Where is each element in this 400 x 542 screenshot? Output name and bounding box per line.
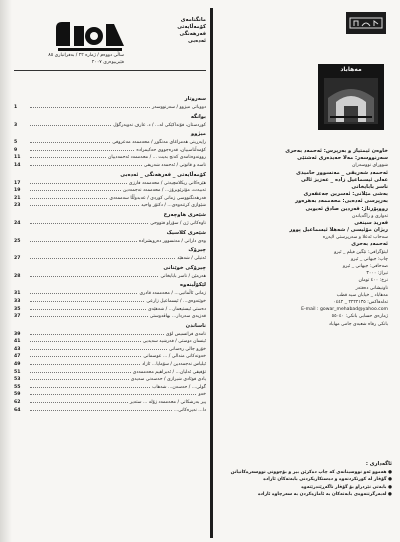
credit-line: تەواری و راگەیاندن bbox=[351, 213, 388, 219]
toc-section-title: ناساندن bbox=[185, 322, 206, 329]
credit-line: نرخ: ٤٠٠ تومان bbox=[358, 278, 388, 284]
toc-leader-dots bbox=[30, 194, 107, 199]
toc-page-number: 14 bbox=[14, 162, 21, 168]
toc-page-number: 62 bbox=[14, 400, 21, 406]
toc-entry[interactable] bbox=[14, 312, 206, 320]
credit-line: صەحافی: جیهانی _ ئیرو bbox=[342, 264, 388, 269]
toc-section-title: چیرۆکی خوێنانی bbox=[163, 264, 206, 271]
toc-leader-dots bbox=[30, 146, 134, 151]
toc-entry[interactable] bbox=[14, 272, 206, 280]
toc-page-number: 25 bbox=[14, 238, 21, 244]
toc-entry-title: خوێنەوەی... / ئیسماعیل زارعی bbox=[146, 298, 206, 304]
toc-section-title: بوانگە bbox=[190, 113, 206, 120]
toc-page-number: 64 bbox=[14, 407, 21, 413]
credit-line: ئەحمەد بەحری bbox=[351, 241, 388, 248]
credit-line: سەرنووسەر: مەلا حەیدەری ئەشتێی bbox=[297, 155, 388, 162]
toc-entry[interactable] bbox=[14, 297, 206, 305]
toc-leader-dots bbox=[30, 337, 141, 342]
toc-page-number: 11 bbox=[14, 155, 21, 161]
toc-entry[interactable] bbox=[14, 138, 206, 146]
toc-entry-title: خەو bbox=[198, 392, 206, 398]
toc-leader-dots bbox=[30, 312, 148, 317]
toc-entry[interactable] bbox=[14, 345, 206, 353]
toc-leader-dots bbox=[30, 375, 129, 380]
toc-leader-dots bbox=[30, 103, 150, 108]
toc-page-number: 55 bbox=[14, 384, 21, 390]
toc-entry-title: روونەوەنامەی کەنج بەیت ... / محەممەد ئەحمەدییان bbox=[107, 155, 206, 161]
toc-entry-title: ئینسان دوستی / فەرشید سەیدیی bbox=[142, 339, 206, 345]
toc-page-number: 39 bbox=[14, 331, 21, 337]
credit-line: فەرید سینغی bbox=[354, 219, 388, 226]
note-line: ● هەموو ئەو نووسینانەی کە چاپ دەکرێن بیر و بۆچوونی نووسەرەکانیانن bbox=[230, 470, 392, 475]
credits-column bbox=[216, 8, 392, 538]
toc-entry-title: دەستی ئیستیعمار... / شەهێدی bbox=[148, 306, 206, 312]
toc-entry[interactable] bbox=[14, 337, 206, 345]
toc-leader-dots bbox=[30, 179, 127, 184]
toc-leader-dots bbox=[30, 305, 146, 310]
toc-page-number: 1 bbox=[14, 105, 18, 110]
toc-page-number: 9 bbox=[14, 147, 18, 153]
toc-entry[interactable] bbox=[14, 254, 206, 262]
credit-line: ژمارەی حسابی بانکی: ٥٥٠٤٠ bbox=[331, 314, 388, 320]
toc-section-title: سەروتار bbox=[184, 96, 206, 102]
toc-leader-dots bbox=[30, 345, 167, 350]
toc-page-number: 17 bbox=[14, 180, 21, 186]
toc-entry[interactable] bbox=[14, 406, 206, 414]
credit-line: چاپ: جیهانی _ ئیرو bbox=[350, 256, 388, 262]
toc-entry-title: تۆفیقی ئەلیان... / ئەبراهیم محەممەدی bbox=[132, 369, 206, 375]
toc-entry-title: کوردستان، فۆنداکێکی لە... / د. عارف نەوبەرگۆل bbox=[113, 122, 206, 128]
credit-line: ناونیشانی دەفتەر bbox=[355, 285, 388, 291]
notes-box bbox=[216, 460, 392, 499]
toc-entry[interactable] bbox=[14, 368, 206, 376]
toc-page-number: 27 bbox=[14, 256, 21, 262]
toc-page-number: 31 bbox=[14, 291, 21, 297]
toc-page-number: 23 bbox=[14, 203, 21, 209]
credit-line: E-mail : gowar_mehabad@yahoo.com bbox=[301, 307, 388, 313]
toc-entry[interactable] bbox=[14, 375, 206, 383]
toc-page-number: 33 bbox=[14, 298, 21, 304]
toc-entry[interactable] bbox=[14, 186, 206, 194]
toc-entry-title: یادی فوئادی شیرازی / حەسەنی سەیدی bbox=[130, 377, 206, 383]
cover-title: مەهاباد bbox=[340, 66, 362, 73]
credit-line: ناسر بابایخانی bbox=[351, 183, 388, 190]
toc-section-title: چیرۆک bbox=[188, 247, 206, 254]
credit-line: ئەحمەد شەریفی _ مەنسوور حامیدی bbox=[296, 169, 388, 176]
note-line: ● بابەتی نێردراو بۆ گۆڤار ناگەڕێندرێتەوە bbox=[301, 484, 392, 490]
toc-page-number: 24 bbox=[14, 220, 21, 226]
toc-page-number: 41 bbox=[14, 339, 21, 345]
toc-section-title: شێعری هاوچەرخ bbox=[163, 211, 206, 218]
toc-leader-dots bbox=[30, 289, 137, 294]
toc-page-number: 51 bbox=[14, 369, 21, 375]
toc-entry-title: دا... نەیرەکانی... bbox=[173, 407, 206, 413]
toc-leader-dots bbox=[30, 368, 131, 373]
toc-leader-dots bbox=[30, 254, 175, 259]
credit-line: تیراژ: ٣٠٠٠ bbox=[366, 271, 388, 277]
notes-list bbox=[216, 469, 392, 499]
toc-entry[interactable] bbox=[14, 103, 206, 111]
notes-title: ئاگەداری : bbox=[365, 461, 392, 467]
toc-leader-dots bbox=[30, 297, 144, 302]
toc-leader-dots bbox=[30, 406, 172, 411]
toc-entry-title: دووباتی میژوو / سەرنووسەر bbox=[152, 105, 206, 110]
toc-entry-title: گولی... / حەسەن... شەهاب bbox=[152, 384, 206, 390]
cover-graphic bbox=[318, 64, 384, 130]
publisher-block bbox=[132, 17, 206, 45]
column-divider bbox=[210, 8, 213, 538]
toc-page-number: 53 bbox=[14, 377, 21, 383]
publisher-line: کۆمەڵایەتی bbox=[177, 24, 206, 30]
toc-page-number: 21 bbox=[14, 195, 21, 201]
toc-entry[interactable] bbox=[14, 201, 206, 209]
toc-entry-title: تەبیەت، مۆترێوبرۆز... / محەممەد نەجمەدین bbox=[122, 188, 206, 194]
toc-leader-dots bbox=[30, 383, 150, 388]
toc-page-number: 35 bbox=[14, 306, 21, 312]
toc-entry[interactable] bbox=[14, 390, 206, 398]
toc-entry[interactable] bbox=[14, 352, 206, 360]
toc-entry-title: ناوەکانی ژن / سۆراو فتووحی bbox=[150, 220, 206, 226]
issue-date: فێبرییوەری ٢٠٠٧ bbox=[91, 60, 124, 65]
toc-entry[interactable] bbox=[14, 330, 206, 338]
toc-entry-title: خۆرو جالی رەسانی bbox=[168, 346, 206, 352]
issue-info: ساڵی دووەم / ژمارە ٢٢ / بەفرانباری ٨٥ bbox=[48, 53, 124, 58]
contents-column bbox=[14, 8, 206, 538]
toc-entry[interactable] bbox=[14, 219, 206, 227]
toc-leader-dots bbox=[30, 121, 111, 126]
credit-line: بەشی مێلانی: ئەسرین جەعفەری bbox=[303, 191, 388, 198]
toc-entry-title: ئیلیاس نەجمەدین / سۆمایا... ئازاد bbox=[142, 362, 206, 368]
toc-leader-dots bbox=[30, 186, 121, 191]
toc-leader-dots bbox=[30, 219, 148, 224]
credits-list bbox=[220, 148, 388, 328]
note-line: ● گۆڤار لە کورتکردنەوە و دەستکاریکردنی بابەتەکان ئازادە bbox=[263, 477, 392, 483]
toc-leader-dots bbox=[30, 237, 137, 242]
toc-page-number: 19 bbox=[14, 188, 21, 194]
toc-entry-title: زمانی ئاڵمانیی... / محەممەد قادری bbox=[139, 291, 206, 297]
toc-entry[interactable] bbox=[14, 289, 206, 297]
toc-page-number: 5 bbox=[14, 140, 18, 146]
toc-entry[interactable] bbox=[14, 121, 206, 129]
toc-entry-title: خەونەکانی مندالی / ... عوسمانی bbox=[143, 354, 206, 360]
toc-leader-dots bbox=[30, 330, 164, 335]
toc-page-number: 3 bbox=[14, 122, 18, 128]
toc-entry-title: هێزەکانی ریکلامچیەتی / محەممەد فارزی bbox=[128, 180, 206, 186]
toc-page-number: 28 bbox=[14, 273, 21, 279]
publisher-line: فەرهەنگی bbox=[179, 31, 206, 37]
credit-line: بەرپرسی ئەدەبی: محەممەد بەهرەور bbox=[295, 198, 388, 205]
toc-leader-dots bbox=[30, 138, 110, 143]
credit-line: رووپۆرتاژ: فەردین صادق ئەیوبی bbox=[305, 205, 388, 212]
toc-entry-title: وەی دارانی / مەنسوور دەرویشزادە bbox=[138, 238, 206, 244]
toc-section-title: لێکۆڵینەوە bbox=[180, 282, 206, 289]
toc-section-title: شێعری کلاسیک bbox=[166, 229, 206, 236]
publisher-line: مانگنامەی bbox=[180, 17, 206, 23]
toc-entry-title: قەزیەی سەردار... بهاڤدوستی bbox=[149, 314, 206, 320]
toc-leader-dots bbox=[30, 272, 158, 277]
toc-leader-dots bbox=[30, 398, 128, 403]
toc-entry[interactable] bbox=[14, 305, 206, 313]
header-rule bbox=[14, 70, 206, 71]
credit-line: عەلی ئیسماعیل زادە _ عەزیز ئالی bbox=[300, 176, 388, 183]
toc-entry[interactable] bbox=[14, 161, 206, 169]
toc-entry[interactable] bbox=[14, 360, 206, 368]
toc-leader-dots bbox=[30, 352, 141, 357]
toc-entry-title: راپەڕینی هەمزاغای مەنگوڕ / محەممەد مەعروفی bbox=[112, 140, 206, 146]
toc-leader-dots bbox=[30, 153, 106, 158]
toc-entry-title: ناسە و قانونی / ئەحمەد شەریفی bbox=[143, 162, 206, 168]
toc-entry[interactable] bbox=[14, 398, 206, 406]
credit-line: بانکی رفاه شعبەی جامی مهاباد bbox=[328, 321, 388, 327]
toc-entry[interactable] bbox=[14, 146, 206, 154]
credit-line: مەهاباد _ خیابان سید قطب bbox=[336, 292, 388, 298]
toc-entry-title: فەرهەنگنووسی زمانی کوردی / عەبدوڵڵا سەممەدی bbox=[109, 195, 206, 201]
toc-entry[interactable] bbox=[14, 194, 206, 202]
small-logo bbox=[346, 12, 386, 34]
toc-entry[interactable] bbox=[14, 237, 206, 245]
toc-entry-title: ئەنیلی / شەهێد bbox=[177, 256, 206, 262]
toc-leader-dots bbox=[30, 161, 142, 166]
toc-entry[interactable] bbox=[14, 179, 206, 187]
toc-entry-title: نامەی فرانسیس لۆی bbox=[165, 331, 206, 337]
toc-page-number: 43 bbox=[14, 346, 21, 352]
credit-line: ریژان مۆئیسی / شەهلا ئیسماعیل پوور bbox=[289, 227, 388, 234]
credit-line: خاوەن ئیمتیاز و بەرپرس: ئەحمەد بەحری bbox=[285, 148, 388, 154]
toc-leader-dots bbox=[30, 360, 140, 365]
toc-page-number: 37 bbox=[14, 314, 21, 320]
magazine-logo bbox=[50, 16, 130, 56]
toc-entry-title: پیر بەرشکاتی / محەممەد زۆلە ... ستەیر bbox=[129, 400, 206, 406]
toc-entry[interactable] bbox=[14, 153, 206, 161]
credit-line: سەحاب ئەعلا و سەرپرستی لاپەڕە bbox=[322, 235, 388, 241]
toc-page-number: 49 bbox=[14, 362, 21, 368]
toc-entry-title: هەرمێن / ناسر بابایخانی bbox=[160, 273, 206, 279]
note-line: ● لەبەرگرتنەوەی بابەتەکان بە ئاماژەکردن بە سەرچاوە ئازادە bbox=[257, 492, 392, 498]
toc-leader-dots bbox=[30, 201, 139, 206]
credit-line: شوورای نووسەران bbox=[351, 163, 388, 169]
logo-graphic bbox=[50, 16, 130, 56]
small-logo-graphic bbox=[346, 12, 386, 34]
table-of-contents bbox=[14, 93, 206, 413]
credit-line: تەلەفاکس: ٢٢٢٢١٣٥ _ ٠٤٤٢ bbox=[333, 299, 388, 305]
toc-section-title: کۆمەڵایەتی _ فەرهەنگی _ ئەدەبی bbox=[120, 171, 206, 178]
toc-entry-title: کۆمەڵناسییان، قەرەجووی حەکیمزادە bbox=[136, 147, 206, 153]
toc-entry[interactable] bbox=[14, 383, 206, 391]
toc-entry-title: شێوازی کرتنەوەی... / دکتۆر واحید bbox=[141, 203, 206, 209]
publisher-line: ئەدەبی bbox=[187, 38, 206, 44]
cover-image bbox=[318, 64, 384, 130]
toc-page-number: 47 bbox=[14, 354, 21, 360]
toc-page-number: 59 bbox=[14, 392, 21, 398]
toc-leader-dots bbox=[30, 390, 196, 395]
toc-section-title: میژوو bbox=[190, 131, 206, 138]
credit-line: لیتۆگرافی: نێگین فیلم _ ئیرو bbox=[334, 249, 388, 255]
